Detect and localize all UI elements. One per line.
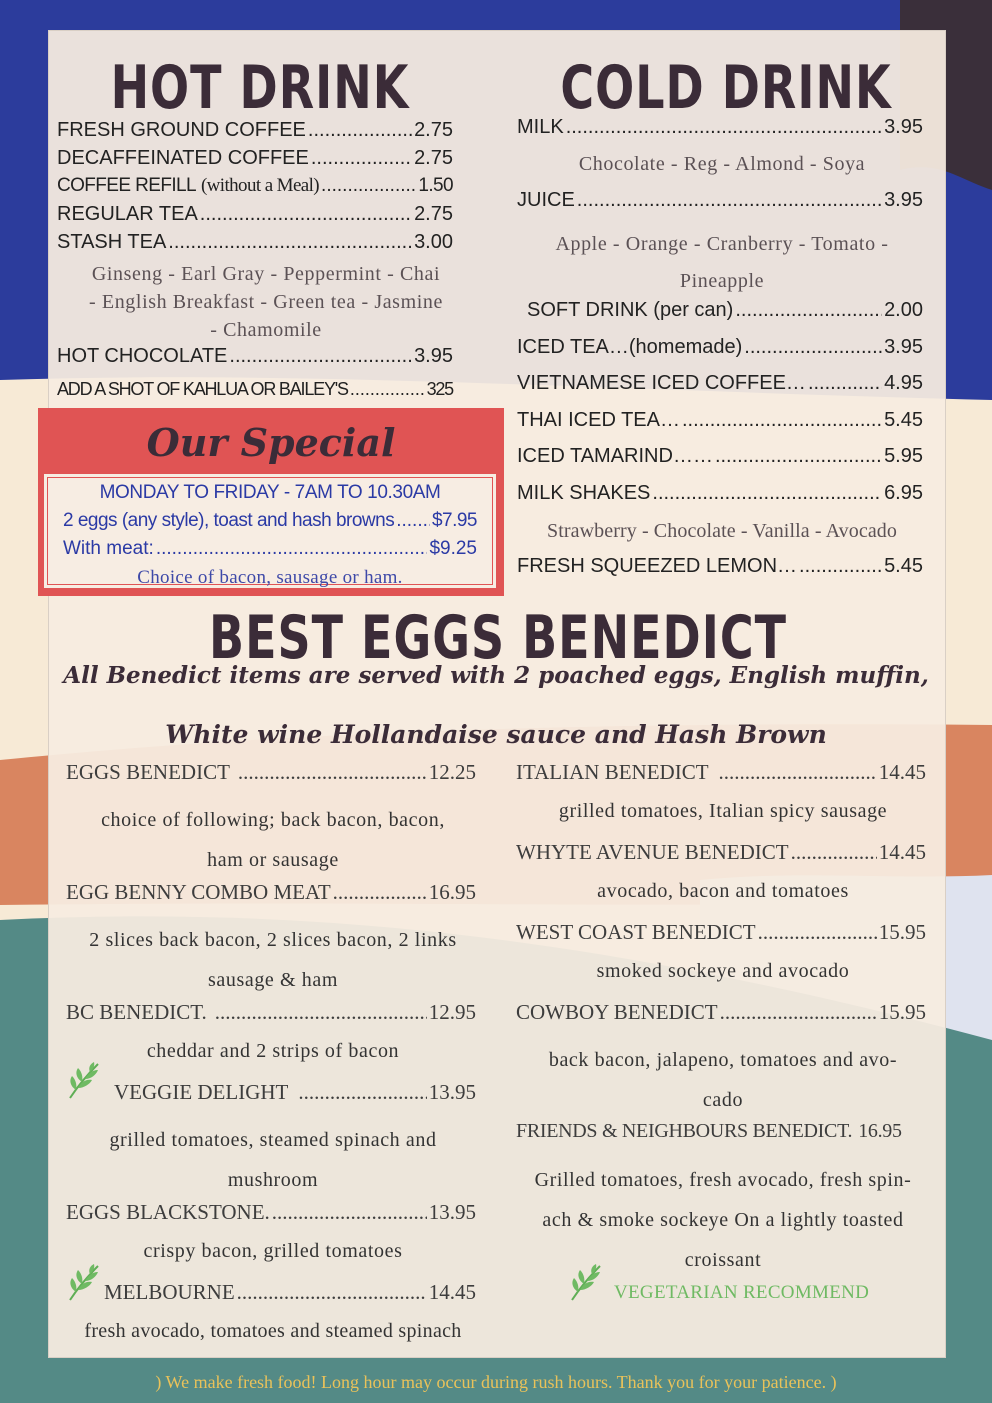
desc-line: Apple - Orange - Cranberry - Tomato - — [555, 233, 889, 255]
cowboy-desc — [516, 1040, 930, 1120]
desc-line: sausage & ham — [208, 969, 338, 991]
desc-line: 2 slices back bacon, 2 slices bacon, 2 links — [89, 929, 457, 951]
egg-benny-combo-desc — [66, 920, 480, 1000]
benedict-intro-line-1: All Benedict items are served with 2 poached eggs, English muffin, — [63, 662, 929, 689]
menu-item-hot-chocolate: HOT CHOCOLATE ..... 3.95 — [57, 345, 453, 368]
menu-item-vietnamese-coffee: VIETNAMESE ICED COFFEE… ..... 4.95 — [517, 372, 923, 395]
melbourne-desc — [62, 1320, 484, 1343]
menu-item-eggs-blackstone: EGGS BLACKSTONE. ..... 13.95 — [66, 1200, 476, 1225]
menu-item-soft-drink: SOFT DRINK (per can) ..... 2.00 — [527, 299, 923, 322]
special-with-meat: With meat: ..... $9.25 — [63, 538, 477, 560]
footer-note: ) We make fresh food! Long hour may occur during rush hours. Thank you for your patience. ) — [155, 1372, 837, 1392]
west-coast-desc — [516, 960, 930, 983]
menu-item-decaf-coffee: DECAFFEINATED COFFEE ..... 2.75 — [57, 147, 453, 170]
whyte-avenue-desc — [516, 880, 930, 903]
leaf-icon — [66, 1060, 102, 1100]
desc-line: - Chamomile — [210, 319, 322, 341]
desc-line: grilled tomatoes, Italian spicy sausage — [558, 800, 888, 822]
menu-item-melbourne: MELBOURNE ..... 14.45 — [104, 1280, 476, 1305]
benedict-title: BEST EGGS BENEDICT — [209, 602, 787, 673]
menu-item-veggie-delight: VEGGIE DELIGHT ..... 13.95 — [114, 1080, 476, 1105]
shake-flavors: Strawberry - Chocolate - Vanilla - Avocado — [546, 520, 898, 542]
desc-line: ach & smoke sockeye On a lightly toasted — [542, 1209, 904, 1231]
menu-item-iced-tamarind: ICED TAMARIND…… ..... 5.95 — [517, 445, 923, 468]
desc-line: Grilled tomatoes, fresh avocado, fresh spin- — [534, 1169, 912, 1191]
hot-drink-title: HOT DRINK — [110, 52, 410, 123]
special-title: Our Special — [146, 420, 396, 465]
menu-item-stash-tea: STASH TEA ..... 3.00 — [57, 231, 453, 254]
milk-flavors: Chocolate - Reg - Almond - Soya — [578, 153, 866, 175]
desc-line: smoked sockeye and avocado — [596, 960, 850, 982]
vegetarian-recommend-label: VEGETARIAN RECOMMEND — [614, 1282, 870, 1303]
special-eggs: 2 eggs (any style), toast and hash browns ..... $7.95 — [63, 510, 477, 532]
menu-item-west-coast: WEST COAST BENEDICT ..... 15.95 — [516, 920, 926, 945]
desc-line: choice of following; back bacon, bacon, — [101, 809, 445, 831]
stash-tea-flavors — [60, 260, 472, 344]
juice-flavors — [517, 226, 927, 300]
menu-item-regular-tea: REGULAR TEA ..... 2.75 — [57, 203, 453, 226]
menu-item-eggs-benedict: EGGS BENEDICT ..... 12.25 — [66, 760, 476, 785]
desc-line: Ginseng - Earl Gray - Peppermint - Chai — [91, 263, 441, 285]
desc-line: - English Breakfast - Green tea - Jasmine — [89, 291, 443, 313]
benedict-intro-line-2: White wine Hollandaise sauce and Hash Brown — [165, 720, 827, 749]
desc-line: fresh avocado, tomatoes and steamed spinach — [84, 1320, 462, 1342]
menu-item-kahlua-shot: ADD A SHOT OF KAHLUA OR BAILEY'S ..... 325 — [57, 379, 453, 400]
desc-line: back bacon, jalapeno, tomatoes and avo- — [548, 1049, 898, 1071]
desc-line: avocado, bacon and tomatoes — [597, 880, 849, 902]
menu-item-milk: MILK ..... 3.95 — [517, 116, 923, 139]
eggs-benedict-desc — [66, 800, 480, 880]
menu-item-iced-tea: ICED TEA…(homemade) ..... 3.95 — [517, 336, 923, 359]
veggie-delight-desc — [66, 1120, 480, 1200]
desc-line: Pineapple — [679, 270, 765, 292]
italian-benedict-desc — [516, 800, 930, 823]
menu-item-coffee-refill: COFFEE REFILL (without a Meal) ..... 1.50 — [57, 175, 453, 197]
desc-line: ham or sausage — [207, 849, 339, 871]
eggs-blackstone-desc — [66, 1240, 480, 1263]
desc-line: cheddar and 2 strips of bacon — [146, 1040, 400, 1062]
leaf-icon — [66, 1262, 102, 1302]
menu-item-milk-shakes: MILK SHAKES ..... 6.95 — [517, 482, 923, 505]
cold-drink-title: COLD DRINK — [560, 52, 892, 123]
special-days: MONDAY TO FRIDAY - 7AM TO 10.30AM — [99, 482, 441, 503]
menu-item-bc-benedict: BC BENEDICT. ..... 12.95 — [66, 1000, 476, 1025]
special-choice: Choice of bacon, sausage or ham. — [137, 567, 403, 588]
bc-benedict-desc — [66, 1040, 480, 1063]
menu-item-friends-neighbours: FRIENDS & NEIGHBOURS BENEDICT. 16.95 — [516, 1120, 902, 1142]
desc-line: croissant — [684, 1249, 762, 1271]
menu-item-fresh-lemon: FRESH SQUEEZED LEMON… ..... 5.45 — [517, 555, 923, 578]
desc-line: mushroom — [227, 1169, 319, 1191]
desc-line: crispy bacon, grilled tomatoes — [143, 1240, 403, 1262]
menu-item-whyte-avenue: WHYTE AVENUE BENEDICT ..... 14.45 — [516, 840, 926, 865]
menu-item-thai-iced-tea: THAI ICED TEA… ..... 5.45 — [517, 409, 923, 432]
menu-item-egg-benny-combo: EGG BENNY COMBO MEAT ..... 16.95 — [66, 880, 476, 905]
menu-item-fresh-ground-coffee: FRESH GROUND COFFEE ..... 2.75 — [57, 119, 453, 142]
leaf-icon — [568, 1262, 604, 1302]
desc-line: cado — [702, 1089, 744, 1111]
desc-line: grilled tomatoes, steamed spinach and — [109, 1129, 437, 1151]
menu-item-italian-benedict: ITALIAN BENEDICT ..... 14.45 — [516, 760, 926, 785]
menu-item-juice: JUICE ..... 3.95 — [517, 189, 923, 212]
menu-item-cowboy: COWBOY BENEDICT ..... 15.95 — [516, 1000, 926, 1025]
